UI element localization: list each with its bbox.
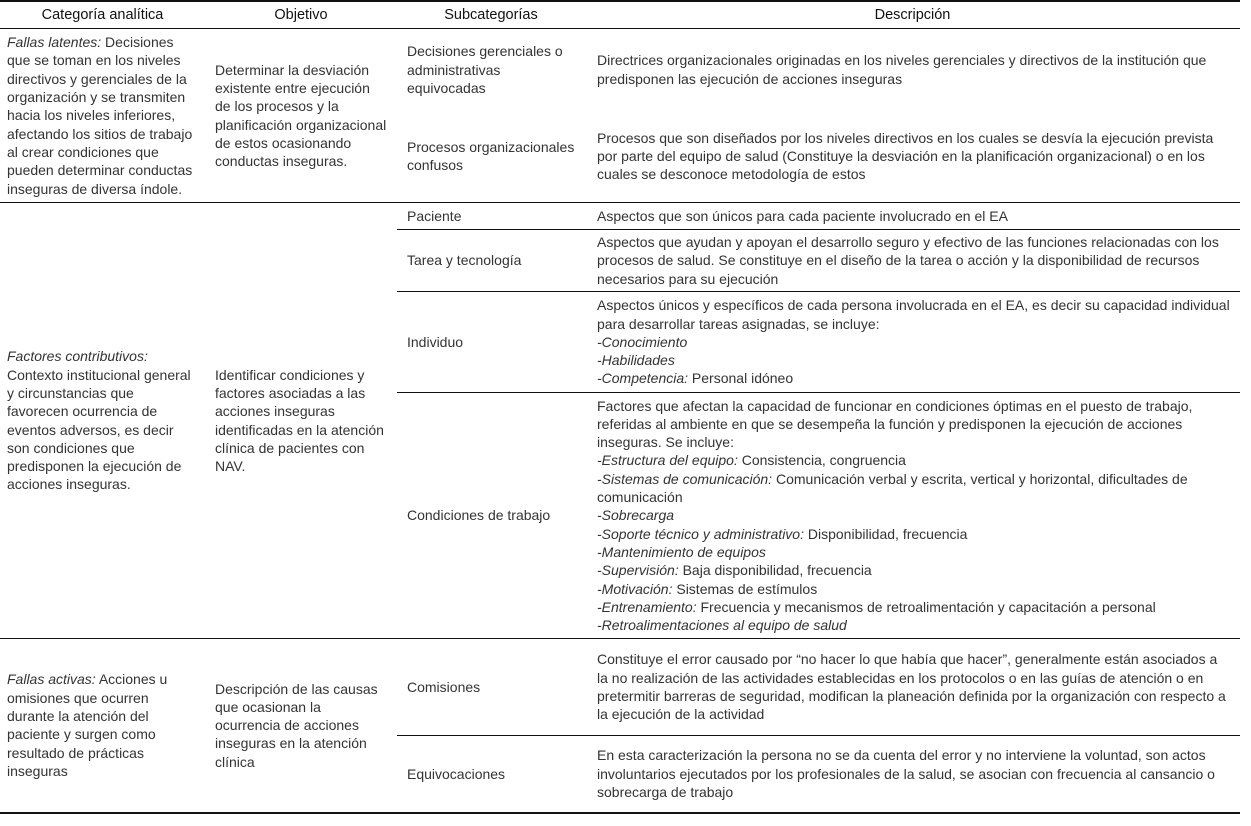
description-cell bbox=[585, 292, 1240, 393]
text: Factores que afectan la capacidad de funcionar en condiciones óptimas en el puesto de trabajo, referidas al ambiente en que se desempeña la función y predisponen la ejecución de acciones inseguras. Se incluye: bbox=[597, 397, 1193, 451]
description-cell bbox=[585, 639, 1240, 736]
category-cell bbox=[0, 639, 205, 813]
description-line bbox=[597, 470, 1232, 507]
description-line bbox=[597, 616, 1232, 634]
text: Constituye el error causado por “no hacer lo que había que hacer”, generalmente están asociados a la no realización de las actividades establecidas en los protocolos o en las guías de atención o en pretermitir barreras de seguridad, modifican la planeación definida por la organización con respecto a la ejecución de la actividad bbox=[597, 651, 1226, 723]
italic-term: -Entrenamiento: bbox=[597, 598, 697, 615]
description-line bbox=[597, 506, 1232, 524]
description-line bbox=[597, 296, 1232, 333]
description-line bbox=[597, 129, 1232, 184]
subcategory-cell: Tarea y tecnología bbox=[397, 230, 585, 292]
subcategory-cell: Individuo bbox=[397, 292, 585, 393]
description-cell bbox=[585, 736, 1240, 813]
objective-cell: Determinar la desviación existente entre ejecución de los procesos y la planificación organizacional de estos ocasionando conductas inseguras. bbox=[205, 29, 397, 203]
description-cell bbox=[585, 393, 1240, 639]
text: Consistencia, congruencia bbox=[737, 452, 906, 469]
description-line bbox=[597, 451, 1232, 469]
italic-term: -Soporte técnico y administrativo: bbox=[597, 525, 804, 542]
text: Frecuencia y mecanismos de retroalimentación y capacitación a personal bbox=[696, 598, 1156, 615]
description-line bbox=[597, 351, 1232, 369]
table-row bbox=[0, 203, 1240, 230]
text: Directrices organizacionales originadas en los niveles gerenciales y directivos de la institución que predisponen las ejecución de acciones inseguras bbox=[597, 52, 1207, 87]
description-line bbox=[597, 580, 1232, 598]
category-cell bbox=[0, 203, 205, 639]
description-line bbox=[597, 333, 1232, 351]
italic-term: Fallas activas: bbox=[7, 671, 96, 688]
subcategory-cell: Equivocaciones bbox=[397, 736, 585, 813]
description-line bbox=[597, 397, 1232, 452]
text: Disponibilidad, frecuencia bbox=[803, 525, 968, 542]
text: Procesos que son diseñados por los niveles directivos en los cuales se desvía la ejecución prevista por parte del equipo de salud (Constituye la desviación en la planificación organizacional) o en los cuales se desconoce metodología de estos bbox=[597, 129, 1214, 183]
header-subcategories: Subcategorías bbox=[397, 1, 585, 29]
description-cell bbox=[585, 29, 1240, 111]
text: Contexto institucional general y circunstancias que favorecen ocurrencia de eventos adversos, es decir son condiciones que predisponen la ejecución de acciones inseguras. bbox=[7, 366, 191, 493]
description-line bbox=[597, 746, 1232, 801]
text: Acciones u omisiones que ocurren durante la atención del paciente y surgen como resultado de prácticas inseguras bbox=[7, 671, 168, 779]
italic-term: Factores contributivos: bbox=[7, 348, 148, 365]
subcategory-cell: Decisiones gerenciales o administrativas equivocadas bbox=[397, 29, 585, 111]
objective-cell: Descripción de las causas que ocasionan la ocurrencia de acciones inseguras en la atención clínica bbox=[205, 639, 397, 813]
text: Aspectos que son únicos para cada paciente involucrado en el EA bbox=[597, 207, 1008, 224]
description-line bbox=[597, 51, 1232, 88]
text: Baja disponibilidad, frecuencia bbox=[678, 562, 872, 579]
text: En esta caracterización la persona no se da cuenta del error y no interviene la voluntad, son actos involuntarios ejecutados por los profesionales de la salud, se asocian con frecuencia al cansancio o sobrecarga de trabajo bbox=[597, 747, 1215, 800]
description-line bbox=[597, 369, 1232, 387]
subcategory-cell: Paciente bbox=[397, 203, 585, 230]
italic-term: -Motivación: bbox=[597, 580, 673, 597]
table-row bbox=[0, 29, 1240, 111]
italic-term: -Habilidades bbox=[597, 352, 675, 369]
description-line bbox=[597, 650, 1232, 723]
objective-cell: Identificar condiciones y factores asociadas a las acciones inseguras identificadas en la atención clínica de pacientes con NAV. bbox=[205, 203, 397, 639]
description-line bbox=[597, 561, 1232, 579]
italic-term: -Estructura del equipo: bbox=[597, 452, 738, 469]
italic-term: -Supervisión: bbox=[597, 562, 679, 579]
italic-term: -Conocimiento bbox=[597, 333, 688, 350]
italic-term: -Retroalimentaciones al equipo de salud bbox=[597, 617, 847, 634]
italic-term: -Competencia: bbox=[597, 370, 689, 387]
description-line bbox=[597, 207, 1232, 225]
description-line bbox=[597, 598, 1232, 616]
subcategory-cell: Procesos organizacionales confusos bbox=[407, 138, 575, 174]
italic-term: Fallas latentes: bbox=[7, 34, 102, 51]
text: Decisiones que se toman en los niveles directivos y gerenciales de la organización y se transmiten hacia los niveles inferiores, afectando los sitios de trabajo al crear condiciones que pueden determinar conductas inseguras de diversa índole. bbox=[7, 34, 193, 197]
text: Aspectos únicos y específicos de cada persona involucrada en el EA, es decir su capacidad individual para desarrollar tareas asignadas, se incluye: bbox=[597, 297, 1230, 332]
category-cell bbox=[0, 29, 205, 203]
text: Aspectos que ayudan y apoyan el desarrollo seguro y efectivo de las funciones relacionadas con los procesos de salud. Se constituye en el diseño de la tarea o acción y la disponibilidad de recursos necesarios para su ejecución bbox=[597, 234, 1219, 287]
subcategory-cell: Condiciones de trabajo bbox=[397, 393, 585, 639]
header-objective: Objetivo bbox=[205, 1, 397, 29]
description-line bbox=[597, 233, 1232, 288]
text: Comunicación verbal y escrita, vertical y horizontal, dificultades de comunicación bbox=[597, 470, 1188, 506]
description-cell bbox=[585, 230, 1240, 292]
italic-term: -Mantenimiento de equipos bbox=[597, 543, 766, 560]
header-description: Descripción bbox=[585, 1, 1240, 29]
subcategory-cell: Comisiones bbox=[397, 639, 585, 736]
table-row bbox=[0, 639, 1240, 736]
italic-term: -Sistemas de comunicación: bbox=[597, 470, 773, 487]
header-category: Categoría analítica bbox=[0, 1, 205, 29]
description-line bbox=[597, 525, 1232, 543]
description-cell bbox=[585, 111, 1240, 203]
italic-term: -Sobrecarga bbox=[597, 507, 675, 524]
description-cell bbox=[585, 203, 1240, 230]
header-row bbox=[0, 1, 1240, 29]
text: Personal idóneo bbox=[688, 370, 794, 387]
text: Sistemas de estímulos bbox=[672, 580, 818, 597]
description-line bbox=[597, 543, 1232, 561]
